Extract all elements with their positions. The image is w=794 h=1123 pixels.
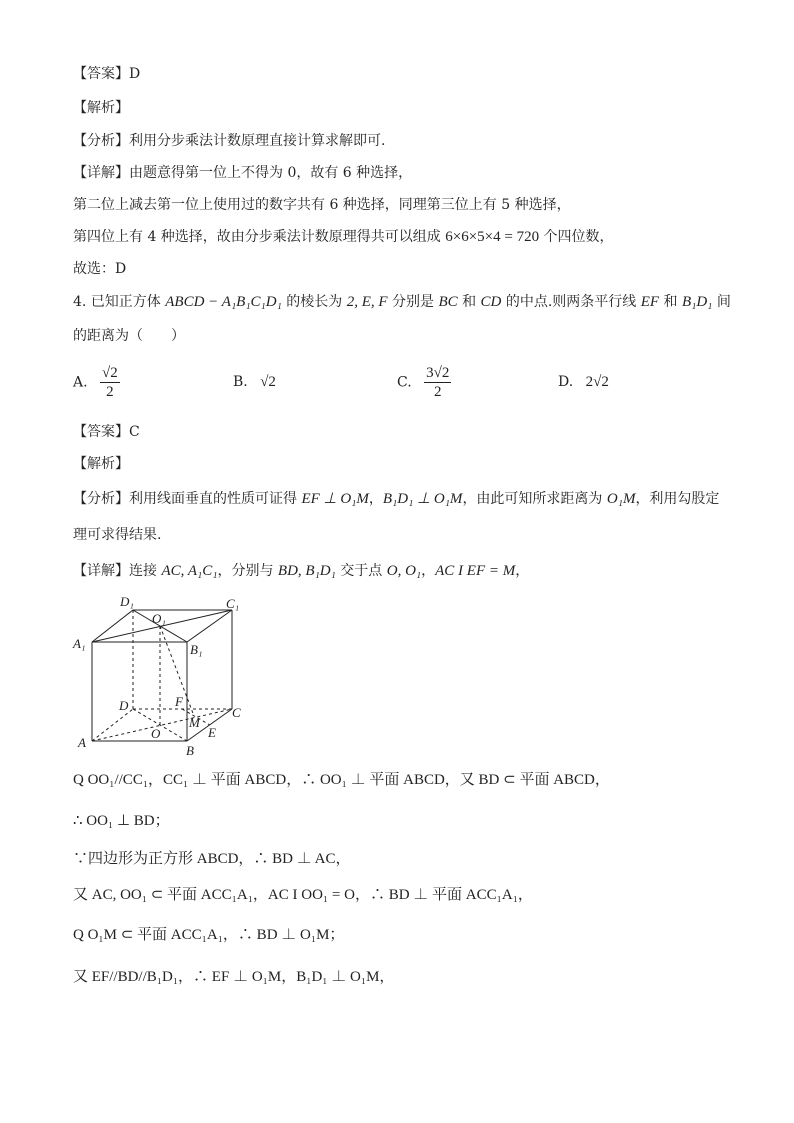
fenxi-text: 利用分步乘法计数原理直接计算求解即可. (129, 133, 386, 149)
xiangjie-tag: 【详解】 (73, 165, 129, 181)
prev-xiangjie-line (73, 163, 412, 183)
xiangjie-tag: 【详解】 (73, 563, 129, 579)
prev-line2: 第二位上减去第一位上使用过的数字共有 6 种选择，同理第三位上有 5 种选择， (73, 197, 571, 213)
jiexi-tag: 【解析】 (73, 456, 129, 472)
q4-fenxi-line1: 【分析】利用线面垂直的性质可证得 EF ⊥ O₁M，B₁D₁ ⊥ O₁M，由此可知所求距离为 O₁M，利用勾股定 (73, 491, 720, 507)
option-d-label: D. (558, 374, 574, 390)
jiexi-tag: 【解析】 (73, 100, 129, 116)
prev-answer-line (73, 64, 140, 84)
label-a: A (78, 735, 86, 750)
option-c-label: C. (397, 374, 412, 391)
q4-stem-line2: 的距离为（ ） (73, 328, 185, 344)
label-c1: C₁ (226, 596, 240, 611)
answer-tag: 【答案】 (73, 66, 129, 82)
edge-ad (92, 709, 133, 741)
prev-jiexi-line (73, 98, 129, 118)
question-number: 4. (73, 294, 87, 310)
label-c: C (232, 705, 241, 720)
proof-line-3: ∵四边形为正方形 ABCD，∴ BD ⊥ AC， (73, 851, 351, 867)
option-b (233, 374, 276, 391)
label-d: D (119, 698, 129, 713)
q4-fenxi-line2: 理可求得结果. (73, 527, 162, 543)
answer-value: C (129, 424, 140, 440)
option-c (397, 364, 451, 401)
q4-xiangjie-line: 【详解】连接 AC, A₁C₁，分别与 BD, B₁D₁ 交于点 O, O₁，AC I EF = M， (73, 563, 530, 579)
answer-value: D (129, 66, 141, 82)
option-a-label: A. (73, 374, 88, 391)
fenxi-tag: 【分析】 (73, 491, 129, 507)
cube-name: ABCD − A₁B₁C₁D₁ (165, 294, 282, 310)
label-b: B (186, 743, 194, 758)
option-a (73, 364, 120, 401)
label-f: F (175, 694, 183, 709)
cube-figure (70, 592, 250, 760)
proof-line-5: Q O₁M ⊂ 平面 ACC₁A₁，∴ BD ⊥ O₁M； (73, 927, 345, 943)
fenxi-tag: 【分析】 (73, 133, 129, 149)
q4-stem-line1: 4. 已知正方体 ABCD − A₁B₁C₁D₁ 的棱长为 2, E, F 分别是 BC 和 CD 的中点.则两条平行线 EF 和 B₁D₁ 间 (73, 294, 731, 310)
label-m: M (189, 715, 200, 730)
label-b1: B₁ (190, 642, 203, 657)
option-a-fraction: $\frac{√2}{2}$ (102, 365, 118, 400)
proof-line-2: ∴ OO₁ ⊥ BD； (73, 813, 170, 829)
label-d1: D₁ (120, 594, 134, 609)
option-d (558, 374, 609, 391)
proof-line-1: Q OO₁//CC₁，CC₁ ⊥ 平面 ABCD，∴ OO₁ ⊥ 平面 ABCD，又 BD ⊂ 平面 ABCD， (73, 772, 610, 788)
label-o1: O₁ (152, 611, 166, 626)
label-a1: A₁ (73, 636, 86, 651)
proof-line-6: 又 EF//BD//B₁D₁，∴ EF ⊥ O₁M，B₁D₁ ⊥ O₁M， (73, 969, 395, 985)
prev-line3: 第四位上有 4 种选择，故由分步乘法计数原理得共可以组成 6×6×5×4 = 720 个四位数， (73, 229, 614, 245)
option-b-value: √2 (260, 374, 276, 390)
option-d-value: 2√2 (585, 374, 609, 390)
xiangjie-text: 由题意得第一位上不得为 0，故有 6 种选择， (129, 165, 413, 181)
option-c-fraction: $\frac{3√2}{2}$ (426, 365, 450, 400)
prev-choice-line: 故选：D (73, 261, 127, 277)
label-e: E (208, 725, 216, 740)
answer-tag: 【答案】 (73, 424, 129, 440)
prev-fenxi-line (73, 131, 385, 151)
option-b-label: B. (233, 374, 248, 390)
q4-answer-line (73, 422, 140, 442)
proof-line-4: 又 AC, OO₁ ⊂ 平面 ACC₁A₁，AC I OO₁ = O，∴ BD ⊥ 平面 ACC₁A₁， (73, 887, 533, 903)
count-expression: 6×6×5×4 = 720 (445, 229, 540, 245)
q4-jiexi-line (73, 454, 129, 474)
label-o: O (151, 726, 161, 741)
